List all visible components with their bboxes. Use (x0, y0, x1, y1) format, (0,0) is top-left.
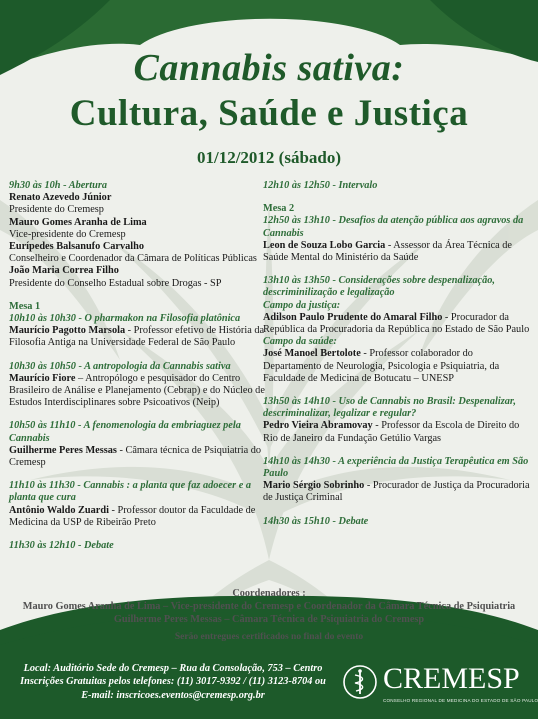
talk-speaker (263, 240, 531, 264)
talk-speaker (9, 445, 269, 469)
speaker-name: João Maria Correa Filho (9, 265, 119, 277)
talk-block (9, 420, 269, 469)
talk-block (9, 313, 269, 350)
talk-time: 10h50 às 11h10 - A fenomenologia da embriaguez pela Cannabis (9, 420, 241, 444)
talk-block (263, 396, 531, 445)
speaker-description: - Professor colaborador do Departamento de Neurologia, Psicologia e Psiquiatria, da Faculdade de Medicina de Botucatu – UNESP (263, 348, 500, 384)
talk-speaker (9, 505, 269, 529)
talk-speaker (263, 312, 531, 336)
footer-info (8, 662, 338, 702)
coordinators-heading: Coordenadores : (232, 588, 306, 599)
speaker-name: Antônio Waldo Zuardi (9, 504, 109, 516)
panel-heading: Mesa 2 (263, 203, 295, 215)
talk-speaker (263, 348, 531, 385)
speaker-role: Vice-presidente do Cremesp (9, 228, 126, 240)
speaker-name: Leon de Souza Lobo Garcia (263, 239, 386, 251)
speaker-description: - Procurador de Justiça da Procuradoria de Justiça Criminal (263, 480, 530, 504)
speaker-description: - Assessor da Área Técnica de Saúde Mental do Ministério da Saúde (263, 239, 513, 264)
speaker-name: Eurípedes Balsanufo Carvalho (9, 241, 145, 253)
speaker-name: Renato Azevedo Júnior (9, 192, 112, 204)
speaker-name: Mauro Gomes Aranha de Lima (9, 216, 147, 228)
event-title-line1: Cannabis sativa: (133, 47, 405, 89)
speaker-name: Guilherme Peres Messas (9, 444, 117, 456)
talk-block (263, 275, 531, 385)
talk-block (263, 456, 531, 505)
speaker-name: Mario Sérgio Sobrinho (263, 480, 365, 492)
event-title-line2: Cultura, Saúde e Justiça (69, 93, 469, 134)
speaker-role: Presidente do Cremesp (9, 204, 104, 216)
coordinator-line: Guilherme Peres Messas – Câmara Técnica de Psiquiatria do Cremesp (113, 614, 425, 625)
opening-block (9, 180, 269, 290)
talk-block (9, 361, 269, 410)
coordinator-line: Mauro Gomes Aranha de Lima – Vice-presidente do Cremesp e Coordenador da Câmara Técnica de Psiquiatria (22, 601, 516, 612)
certificates-note: Serão entregues certificados no final do evento (174, 632, 364, 642)
speaker-description: - Professor doutor da Faculdade de Medicina da USP de Ribeirão Preto (9, 504, 256, 528)
venue-line: Local: Auditório Sede do Cremesp – Rua da Consolação, 753 – Centro (23, 663, 323, 674)
speaker-role: Presidente do Conselho Estadual sobre Drogas - SP (9, 277, 222, 289)
speaker-name: Maurício Pagotto Marsola (9, 325, 126, 337)
talk-time: 10h10 às 10h30 - O pharmakon na Filosofia platônica (9, 313, 241, 325)
talk-time: 10h30 às 10h50 - A antropologia da Cannabis sativa (9, 360, 231, 372)
speaker-name: Pedro Vieira Abramovay (263, 420, 373, 432)
cremesp-logo-wordmark: CREMESP (383, 662, 520, 695)
break-time: 12h10 às 12h50 - Intervalo (263, 180, 378, 191)
talk-speaker (9, 373, 269, 410)
talk-speaker (263, 480, 531, 504)
debate-time: 11h30 às 12h10 - Debate (9, 540, 114, 552)
coordinators (0, 587, 538, 626)
cremesp-logo-subtitle: CONSELHO REGIONAL DE MEDICINA DO ESTADO DE SÃO PAULO (383, 698, 538, 703)
speaker-role: Conselheiro e Coordenador da Câmara de Políticas Públicas (9, 253, 257, 265)
speaker-description: - Professor efetivo de História da Filosofia Antiga na Universidade Federal de São Paulo (9, 325, 265, 349)
field-label: Campo da saúde: (263, 336, 337, 348)
talk-time: 13h50 às 14h10 - Uso de Cannabis no Brasil: Despenalizar, descriminalizar, legalizar e regular? (263, 396, 516, 420)
speaker-description: - Câmara técnica de Psiquiatria do Cremesp (9, 444, 262, 469)
speaker-description: - Professor da Escola de Direito do Rio de Janeiro da Fundação Getúlio Vargas (263, 420, 520, 444)
opening-time: 9h30 às 10h - Abertura (9, 180, 108, 191)
program-left-column (9, 180, 269, 552)
talk-time: 12h50 às 13h10 - Desafios da atenção pública aos agravos da Cannabis (263, 215, 524, 239)
event-date: 01/12/2012 (sábado) (196, 148, 342, 167)
registration-phones: Inscrições Gratuitas pelos telefones: (11) 3017-9392 / (11) 3123-8704 ou (20, 676, 326, 688)
speaker-description: - Procurador da República da Procuradoria da República no Estado de São Paulo (263, 311, 530, 336)
speaker-name: Maurício Fiore (9, 372, 76, 384)
speaker-name: Adilson Paulo Prudente do Amaral Filho (263, 311, 443, 323)
talk-block (9, 480, 269, 529)
program-right-column (263, 180, 531, 528)
panel-heading: Mesa 1 (9, 300, 41, 312)
talk-time: 13h10 às 13h50 - Considerações sobre despenalização, descriminilização e legalização (263, 275, 495, 299)
talk-time: 14h10 às 14h30 - A experiência da Justiça Terapêutica em São Paulo (263, 455, 529, 480)
talk-block (263, 215, 531, 264)
speaker-description: – Antropólogo e pesquisador do Centro Brasileiro de Análise e Planejamento (Cebrap) e do Núcleo de Estudos Interdisciplinares sobre Psicoativos (Neip) (9, 372, 265, 409)
field-label: Campo da justiça: (263, 299, 341, 311)
talk-speaker (263, 420, 531, 444)
talk-speaker (9, 325, 269, 349)
registration-email: E-mail: inscricoes.eventos@cremesp.org.br (81, 689, 265, 701)
caduceus-logo-icon (342, 664, 378, 700)
speaker-name: José Manoel Bertolote (263, 348, 361, 360)
talk-time: 11h10 às 11h30 - Cannabis : a planta que faz adoecer e a planta que cura (9, 480, 251, 504)
debate-time: 14h30 às 15h10 - Debate (263, 515, 369, 527)
